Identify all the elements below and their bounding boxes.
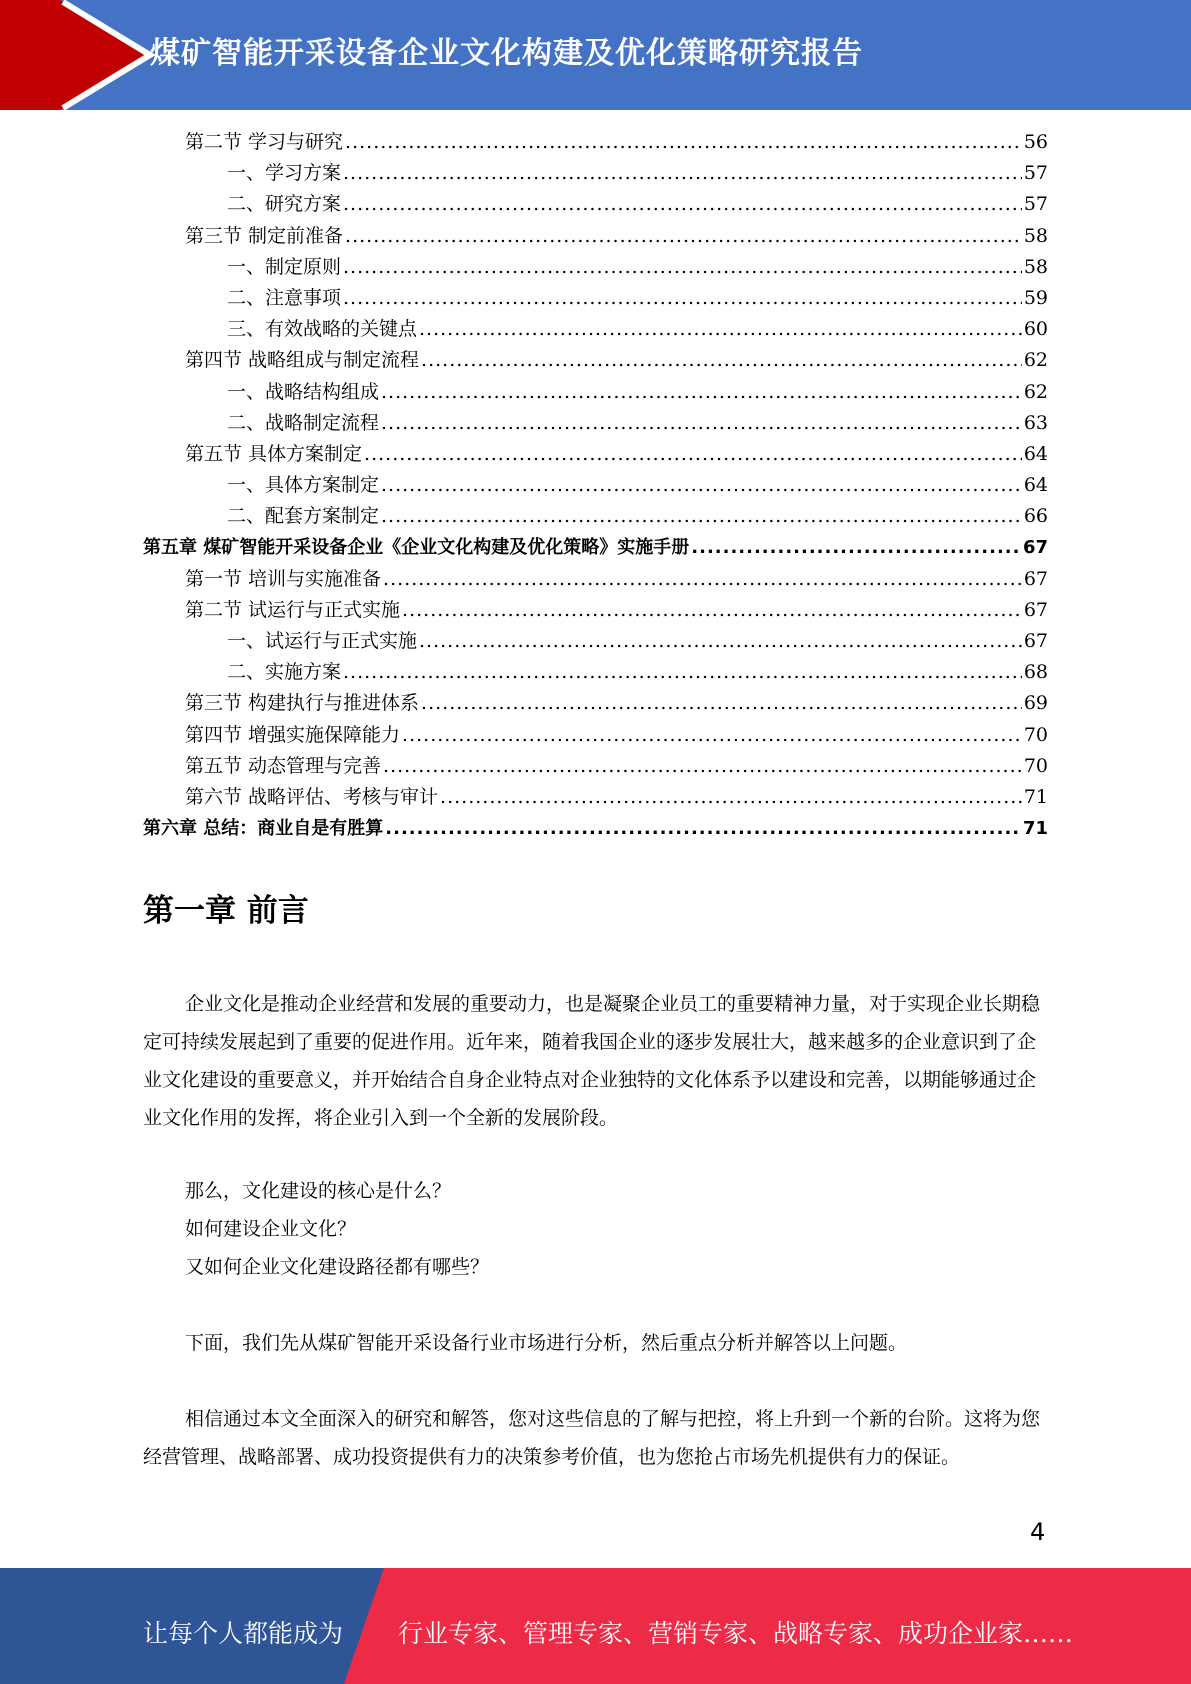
toc-entry-page: 70 [1023, 723, 1048, 746]
toc-entry-label: 二、战略制定流程 [227, 411, 380, 434]
toc-entry-page: 58 [1023, 255, 1048, 278]
toc-entry-page: 67 [1023, 567, 1048, 590]
toc-entry-label: 一、试运行与正式实施 [227, 630, 418, 652]
toc-dot-leader [343, 158, 1022, 189]
toc-entry-label: 第六章 总结：商业自是有胜算 [143, 818, 384, 840]
toc-entry-label: 二、研究方案 [227, 193, 342, 216]
question-2: 如何建设企业文化？ [185, 1218, 357, 1240]
toc-dot-leader [345, 127, 1022, 158]
toc-entry-label: 三、有效战略的关键点 [227, 318, 418, 341]
toc-entry-page: 69 [1023, 692, 1048, 715]
toc-dot-leader [691, 532, 1021, 563]
toc-entry-page: 71 [1023, 785, 1048, 808]
toc-entry-page: 67 [1023, 630, 1048, 652]
toc-entry-label: 第三节 构建执行与推进体系 [185, 692, 420, 715]
toc-dot-leader [381, 470, 1022, 501]
toc-entry-label: 第五节 动态管理与完善 [185, 754, 382, 777]
toc-entry-label: 第六节 战略评估、考核与审计 [185, 785, 439, 808]
toc-entry-page: 66 [1023, 505, 1048, 528]
toc-entry-page: 60 [1023, 318, 1048, 341]
intro-paragraph-3: 相信通过本文全面深入的研究和解答，您对这些信息的了解与把控，将上升到一个新的台阶。这将为您经营管理、战略部署、成功投资提供有力的决策参考价值，也为您抢占市场先机提供有力的保证。 [143, 1408, 1041, 1468]
toc-entry[interactable] [143, 595, 1048, 626]
toc-entry-page: 58 [1023, 224, 1048, 247]
table-of-contents [143, 127, 1048, 844]
page-header [0, 0, 1191, 110]
toc-entry-page: 62 [1023, 380, 1048, 403]
toc-dot-leader [421, 688, 1022, 719]
toc-entry[interactable] [143, 377, 1048, 408]
page-number: 4 [1030, 1518, 1046, 1546]
toc-entry[interactable] [143, 720, 1048, 751]
toc-entry-label: 第二节 试运行与正式实施 [185, 598, 401, 621]
toc-dot-leader [345, 221, 1022, 252]
toc-entry-page: 67 [1022, 537, 1048, 559]
toc-dot-leader [381, 408, 1022, 439]
toc-entry-label: 第二节 学习与研究 [185, 131, 344, 153]
toc-entry[interactable] [143, 158, 1048, 189]
toc-entry-label: 二、实施方案 [227, 661, 342, 684]
toc-dot-leader [383, 564, 1022, 595]
question-3: 又如何企业文化建设路径都有哪些？ [185, 1256, 490, 1278]
toc-entry-page: 59 [1023, 286, 1048, 309]
toc-entry[interactable] [143, 688, 1048, 719]
toc-dot-leader [402, 720, 1022, 751]
toc-dot-leader [381, 501, 1022, 532]
toc-entry[interactable] [143, 345, 1048, 376]
toc-entry[interactable] [143, 657, 1048, 688]
toc-dot-leader [364, 439, 1022, 470]
toc-entry[interactable] [143, 252, 1048, 283]
toc-entry-label: 第五节 具体方案制定 [185, 442, 363, 465]
toc-entry[interactable] [143, 813, 1048, 844]
toc-entry[interactable] [143, 439, 1048, 470]
intro-paragraph-2: 下面，我们先从煤矿智能开采设备行业市场进行分析，然后重点分析并解答以上问题。 [185, 1332, 908, 1354]
toc-entry[interactable] [143, 564, 1048, 595]
toc-entry-label: 二、配套方案制定 [227, 505, 380, 528]
toc-entry-label: 一、学习方案 [227, 162, 342, 185]
toc-entry-label: 二、注意事项 [227, 286, 342, 309]
toc-entry[interactable] [143, 283, 1048, 314]
toc-entry-page: 64 [1023, 474, 1048, 497]
toc-entry-label: 第一节 培训与实施准备 [185, 567, 382, 590]
footer-slogan-right: 行业专家、管理专家、营销专家、战略专家、成功企业家…… [398, 1619, 1074, 1648]
toc-entry-page: 64 [1023, 442, 1048, 465]
toc-entry-label: 第四节 战略组成与制定流程 [185, 349, 420, 372]
intro-paragraph-1: 企业文化是推动企业经营和发展的重要动力，也是凝聚企业员工的重要精神力量，对于实现企业长期稳定可持续发展起到了重要的促进作用。近年来，随着我国企业的逐步发展壮大，越来越多的企业意识到了企业文化建设的重要意义，并开始结合自身企业特点对企业独特的文化体系予以建设和完善，以期能够通过企业文化作用的发挥，将企业引入到一个全新的发展阶段。 [143, 993, 1041, 1129]
toc-entry[interactable] [143, 501, 1048, 532]
toc-entry[interactable] [143, 626, 1048, 657]
footer-slogan-left: 让每个人都能成为 [143, 1619, 344, 1648]
toc-dot-leader [421, 345, 1022, 376]
toc-entry-label: 第三节 制定前准备 [185, 224, 344, 247]
toc-entry[interactable] [143, 782, 1048, 813]
toc-dot-leader [402, 595, 1022, 626]
toc-dot-leader [440, 782, 1022, 813]
toc-entry-label: 一、战略结构组成 [227, 380, 380, 403]
toc-dot-leader [383, 751, 1022, 782]
toc-entry-page: 63 [1023, 411, 1048, 434]
toc-entry[interactable] [143, 532, 1048, 563]
page-footer [0, 1568, 1191, 1684]
chapter-heading: 第一章 前言 [143, 893, 309, 929]
toc-dot-leader [381, 377, 1022, 408]
toc-entry[interactable] [143, 751, 1048, 782]
toc-entry[interactable] [143, 127, 1048, 158]
toc-entry-label: 一、具体方案制定 [227, 474, 380, 497]
toc-entry-page: 56 [1023, 131, 1048, 153]
toc-entry[interactable] [143, 314, 1048, 345]
toc-entry[interactable] [143, 189, 1048, 220]
toc-entry-page: 68 [1023, 661, 1048, 684]
toc-entry-label: 一、制定原则 [227, 255, 342, 278]
toc-entry-page: 71 [1022, 818, 1048, 840]
header-title: 煤矿智能开采设备企业文化构建及优化策略研究报告 [150, 36, 863, 71]
toc-entry-page: 67 [1023, 598, 1048, 621]
toc-entry[interactable] [143, 408, 1048, 439]
toc-dot-leader [343, 283, 1022, 314]
toc-entry-page: 62 [1023, 349, 1048, 372]
toc-dot-leader [419, 314, 1022, 345]
toc-dot-leader [385, 813, 1021, 844]
toc-entry[interactable] [143, 470, 1048, 501]
toc-dot-leader [343, 252, 1022, 283]
question-1: 那么，文化建设的核心是什么？ [185, 1180, 452, 1202]
toc-entry-page: 57 [1023, 162, 1048, 185]
toc-dot-leader [419, 626, 1022, 657]
toc-entry-page: 57 [1023, 193, 1048, 216]
toc-entry[interactable] [143, 221, 1048, 252]
toc-entry-label: 第四节 增强实施保障能力 [185, 723, 401, 746]
toc-dot-leader [343, 657, 1022, 688]
toc-entry-label: 第五章 煤矿智能开采设备企业《企业文化构建及优化策略》实施手册 [143, 537, 690, 559]
toc-entry-page: 70 [1023, 754, 1048, 777]
toc-dot-leader [343, 189, 1022, 220]
